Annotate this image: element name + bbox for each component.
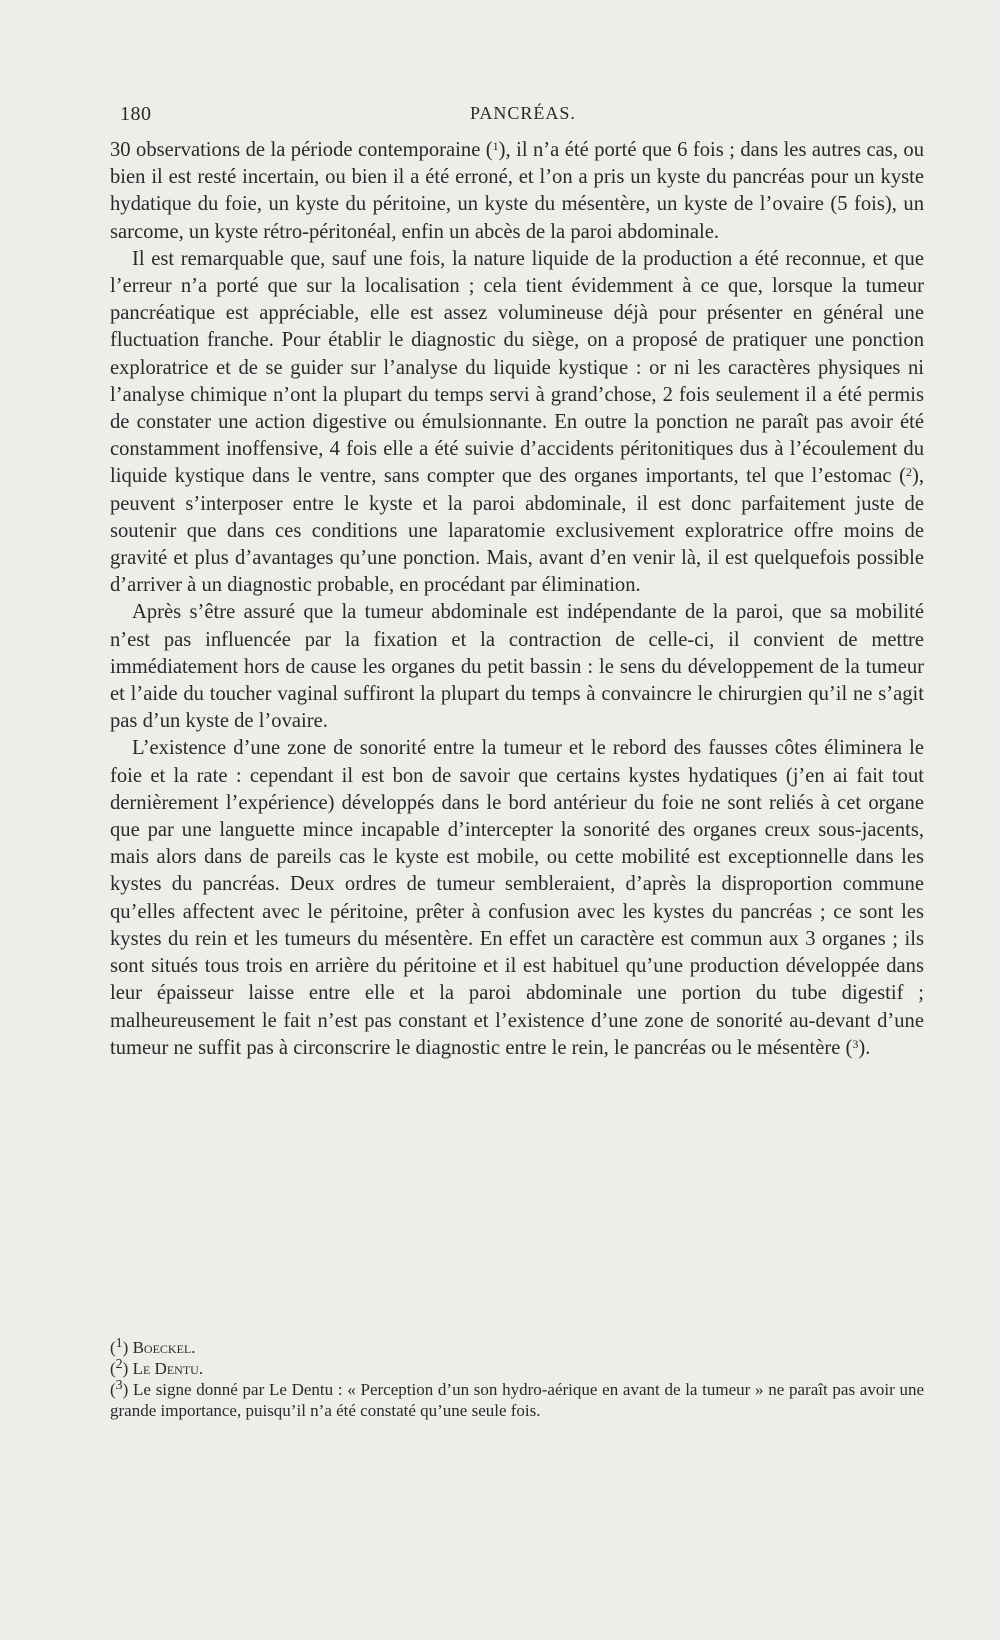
footnotes [110,1337,924,1421]
paragraph-3: Après s’être assuré que la tumeur abdominale est indépendante de la paroi, que sa mobilité n’est pas influencée par la fixation et la contraction de celle-ci, il convient de mettre immédiatement hors de cause les organes du petit bassin : le sens du développement de la tumeur et l’aide du toucher vaginal suffiront la plupart du temps à convaincre le chirurgien qu’il ne s’agit pas d’un kyste de l’ovaire. [110,601,924,733]
page-header [120,103,924,131]
footnote-1: ($^1$) Boeckel. [110,1336,196,1357]
footnote-2: ($^2$) Le Dentu. [110,1357,204,1378]
footnote-ref-2: 2 [905,465,912,480]
paragraph-1-text-b: ), il n’a été porté que 6 fois ; dans les autres cas, ou bien il est resté incertain, ou bien il a été erroné, et l’on a pris un kyste du pancréas pour un kyste hydatique du foie, un kyste du péritoine, un kyste du mésentère, un kyste de l’ovaire (5 fois), un sarcome, un kyste rétro-péritonéal, enfin un abcès de la paroi abdominale. [110,139,925,243]
paragraph-1 [110,137,924,246]
footnote-3: ($^3$) Le signe donné par Le Dentu : « Perception d’un son hydro-aérique en avant de la tumeur » ne paraît pas avoir une grande importance, puisqu’il n’a été constaté qu’une seule fois. [110,1378,924,1420]
paragraph-4-text-b: ). [858,1036,871,1059]
footnote-text: Boeckel. [132,1338,196,1357]
paragraph-2 [110,246,924,600]
body-text [110,137,924,1062]
footnote-text: Le Dentu. [132,1359,204,1378]
footnote-ref-1: 1 [492,139,499,153]
running-title: PANCRÉAS. [470,103,576,123]
paragraph-2-text-b: ), peuvent s’interposer entre le kyste et la paroi abdominale, il est donc parfaitement juste de soutenir que dans ces conditions une laparatomie exclusivement exploratrice offre moins de gravité et plus d’avantages qu’une ponction. Mais, avant d’en venir là, il est quelquefois possible d’arriver à un diagnostic probable, en procédant par élimination. [110,465,924,597]
page-number: 180 [120,103,152,125]
footnote-text: Le signe donné par Le Dentu : « Perception d’un son hydro-aérique en avant de la tumeur » ne paraît pas avoir une grande importance, puisqu’il n’a été constaté qu’une seule fois. [110,1380,924,1420]
paragraph-2-text-a: Il est remarquable que, sauf une fois, la nature liquide de la production a été reconnue, et que l’erreur n’a porté que sur la localisation ; cela tient évidemment à ce que, lorsque la tumeur pancréatique est appréciable, elle est assez volumineuse déjà pour présenter en général une fluctuation franche. Pour établir le diagnostic du siège, on a proposé de pratiquer une ponction exploratrice et de se guider sur l’analyse du liquide kystique : or ni les caractères physiques ni l’analyse chimique n’ont la plupart du temps servi à grand’chose, 2 fois seulement il a été permis de constater une action digestive ou émulsionnante. En outre la ponction ne paraît pas avoir été constamment inoffensive, 4 fois elle a été suivie d’accidents péritonitiques dus à l’écoulement du liquide kystique dans le ventre, sans compter que des organes importants, tel que l’estomac ( [110,247,924,488]
footnote-number: 2 [115,1357,123,1372]
paragraph-1-text-a: 30 observations de la période contemporaine ( [110,139,493,161]
footnote-number: 3 [115,1378,123,1393]
paragraph-4-text-a: L’existence d’une zone de sonorité entre la tumeur et le rebord des fausses côtes éliminera le foie et la rate : cependant il est bon de savoir que certains kystes hydatiques (j’en ai fait tout dernièrement l’expérience) développés dans le bord antérieur du foie ne sont reliés à cet organe que par une languette mince incapable d’intercepter la sonorité des organes creux sous-jacents, mais alors dans de pareils cas le kyste est mobile, ou cette mobilité est exceptionnelle dans les kystes du pancréas. Deux ordres de tumeur sembleraient, d’après la disproportion commune qu’elles affectent avec le péritoine, prêter à confusion avec les kystes du pancréas ; ce sont les kystes du rein et les tumeurs du mésentère. En effet un caractère est commun aux 3 organes ; ils sont situés tous trois en arrière du péritoine et il est habituel qu’une production développée dans leur épaisseur laisse entre elle et la paroi abdominale une portion du tube digestif ; malheureusement le fait n’est pas constant et l’existence d’une zone de sonorité au-devant d’une tumeur ne suffit pas à circonscrire le diagnostic entre le rein, le pancréas ou le mésentère ( [110,737,924,1059]
paragraph-4 [110,735,924,1061]
footnote-number: 1 [115,1336,123,1351]
footnote-ref-3: 3 [852,1036,859,1051]
